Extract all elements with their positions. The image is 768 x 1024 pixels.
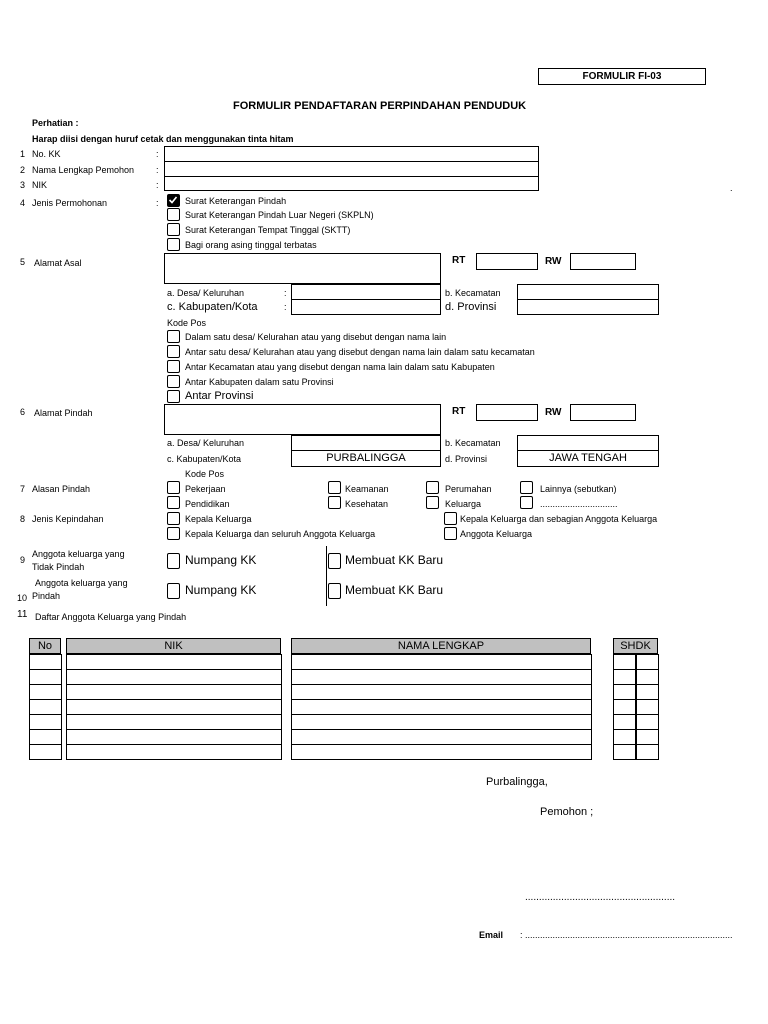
form-code: FORMULIR FI-03 <box>582 71 662 82</box>
cell-nama[interactable] <box>291 744 592 760</box>
field-1-label: No. KK <box>32 149 61 159</box>
asal-kab-colon: : <box>284 302 287 312</box>
field-10-label-1: Anggota keluarga yang <box>35 578 128 588</box>
nik-input[interactable] <box>164 176 539 191</box>
field-1-num: 1 <box>20 149 26 159</box>
field-9-label-2: Tidak Pindah <box>32 562 85 572</box>
asal-kode-pos-label: Kode Pos <box>167 318 207 328</box>
alasan-pendidikan: Pendidikan <box>185 499 230 509</box>
field-8-label: Jenis Kepindahan <box>32 514 104 524</box>
cell-no[interactable] <box>29 729 62 745</box>
asal-desa-colon: : <box>284 288 287 298</box>
pindah-kecamatan-label: b. Kecamatan <box>445 438 501 448</box>
checkbox-pindah-numpang[interactable] <box>167 583 180 599</box>
cell-shdk-b[interactable] <box>635 699 659 715</box>
checkbox-pekerjaan[interactable] <box>167 481 180 494</box>
no-kk-input[interactable] <box>164 146 539 162</box>
field-5-label: Alamat Asal <box>34 258 82 268</box>
form-code-box <box>538 68 706 85</box>
permohonan-option-4: Bagi orang asing tinggal terbatas <box>185 240 317 250</box>
signature-pemohon: Pemohon ; <box>540 806 594 818</box>
asal-desa-label: a. Desa/ Keluruhan <box>167 288 245 298</box>
asal-rt-label: RT <box>452 255 466 266</box>
checkbox-surat-pindah[interactable] <box>167 194 180 207</box>
email-label: Email <box>479 930 504 940</box>
cell-shdk-b[interactable] <box>635 669 659 685</box>
asal-provinsi-label: d. Provinsi <box>445 301 497 313</box>
asal-desa-input[interactable] <box>291 284 441 300</box>
alasan-keluarga: Keluarga <box>445 499 482 509</box>
kk-options-divider-1 <box>326 546 327 576</box>
klasifikasi-option-1: Dalam satu desa/ Kelurahan atau yang disebut dengan nama lain <box>185 332 447 342</box>
cell-shdk-b[interactable] <box>635 714 659 730</box>
tidak-pindah-numpang: Numpang KK <box>185 553 257 567</box>
field-3-num: 3 <box>20 180 26 190</box>
checkbox-klasifikasi-4[interactable] <box>167 375 180 388</box>
checkbox-kepala-keluarga[interactable] <box>167 512 180 525</box>
permohonan-option-1: Surat Keterangan Pindah <box>185 196 287 206</box>
alasan-kesehatan: Kesehatan <box>345 499 389 509</box>
nama-pemohon-input[interactable] <box>164 161 539 177</box>
cell-no[interactable] <box>29 669 62 685</box>
pindah-rt-label: RT <box>452 406 466 417</box>
alasan-perumahan: Perumahan <box>445 484 492 494</box>
kepindahan-opt-2: Kepala Keluarga dan seluruh Anggota Keluarga <box>185 529 376 539</box>
field-2-colon: : <box>156 165 159 175</box>
field-9-label-1: Anggota keluarga yang <box>32 549 125 559</box>
permohonan-option-2: Surat Keterangan Pindah Luar Negeri (SKPLN) <box>185 210 374 220</box>
field-4-colon: : <box>156 198 159 208</box>
klasifikasi-option-5: Antar Provinsi <box>185 390 254 402</box>
cell-shdk-a[interactable] <box>613 654 637 670</box>
field-2-label: Nama Lengkap Pemohon <box>32 165 135 175</box>
pindah-desa-input[interactable] <box>291 435 441 451</box>
table-header-nik: NIK <box>66 638 281 654</box>
tidak-pindah-baru: Membuat KK Baru <box>345 553 444 567</box>
kepindahan-opt-3: Kepala Keluarga dan sebagian Anggota Keluarga <box>460 514 658 524</box>
checkbox-klasifikasi-1[interactable] <box>167 330 180 343</box>
field-10-num: 10 <box>17 593 28 603</box>
cell-no[interactable] <box>29 714 62 730</box>
pindah-baru: Membuat KK Baru <box>345 583 444 597</box>
pindah-numpang: Numpang KK <box>185 583 257 597</box>
field-11-num: 11 <box>17 609 28 620</box>
field-4-num: 4 <box>20 198 26 208</box>
cell-shdk-a[interactable] <box>613 699 637 715</box>
signature-line[interactable]: ...................................................... <box>525 892 676 903</box>
checkbox-pendidikan[interactable] <box>167 496 180 509</box>
cell-nik[interactable] <box>66 699 282 715</box>
pindah-kabupaten-value[interactable]: PURBALINGGA <box>291 450 441 467</box>
pindah-kode-pos-label: Kode Pos <box>185 469 225 479</box>
check-icon <box>168 195 178 205</box>
cell-shdk-a[interactable] <box>613 744 637 760</box>
field-4-label: Jenis Permohonan <box>32 198 108 208</box>
checkbox-lainnya[interactable] <box>520 481 533 494</box>
alamat-asal-input[interactable] <box>164 253 441 284</box>
field-3-label: NIK <box>32 180 48 190</box>
field-7-num: 7 <box>20 484 26 494</box>
cell-shdk-b[interactable] <box>635 729 659 745</box>
table-header-no: No <box>29 638 61 654</box>
field-10-label-2: Pindah <box>32 591 61 601</box>
table-header-shdk: SHDK <box>613 638 658 654</box>
alasan-lainnya-dots: ............................... <box>540 499 618 509</box>
signature-place: Purbalingga, <box>486 776 548 788</box>
field-6-num: 6 <box>20 407 26 417</box>
checkbox-anggota-keluarga[interactable] <box>444 527 457 540</box>
pindah-desa-label: a. Desa/ Keluruhan <box>167 438 245 448</box>
cell-no[interactable] <box>29 699 62 715</box>
checkbox-keamanan[interactable] <box>328 481 341 494</box>
cell-nik[interactable] <box>66 669 282 685</box>
kk-options-divider-2 <box>326 576 327 606</box>
cell-nik[interactable] <box>66 684 282 700</box>
field-8-num: 8 <box>20 514 26 524</box>
cell-nama[interactable] <box>291 729 592 745</box>
checkbox-kk-sebagian[interactable] <box>444 512 457 525</box>
asal-kecamatan-label: b. Kecamatan <box>445 288 501 298</box>
checkbox-kk-seluruh[interactable] <box>167 527 180 540</box>
kepindahan-opt-4: Anggota Keluarga <box>460 529 533 539</box>
field-6-label: Alamat Pindah <box>34 408 93 418</box>
field-3-colon: : <box>156 180 159 190</box>
checkbox-pindah-baru[interactable] <box>328 583 341 599</box>
notice-heading: Perhatian : <box>32 118 79 128</box>
table-header-nama: NAMA LENGKAP <box>291 638 591 654</box>
checkbox-tidak-pindah-numpang[interactable] <box>167 553 180 569</box>
field-7-label: Alasan Pindah <box>32 484 91 494</box>
checkbox-klasifikasi-5[interactable] <box>167 390 180 403</box>
cell-no[interactable] <box>29 744 62 760</box>
klasifikasi-option-4: Antar Kabupaten dalam satu Provinsi <box>185 377 334 387</box>
alamat-pindah-input[interactable] <box>164 404 441 435</box>
klasifikasi-option-2: Antar satu desa/ Kelurahan atau yang disebut dengan nama lain dalam satu kecamatan <box>185 347 535 357</box>
pindah-provinsi-value[interactable]: JAWA TENGAH <box>517 450 659 467</box>
field-9-num: 9 <box>20 555 26 565</box>
checkbox-orang-asing[interactable] <box>167 238 180 251</box>
cell-shdk-a[interactable] <box>613 714 637 730</box>
stray-mark: . <box>730 183 733 193</box>
field-11-label: Daftar Anggota Keluarga yang Pindah <box>35 612 187 622</box>
cell-nama[interactable] <box>291 699 592 715</box>
permohonan-option-3: Surat Keterangan Tempat Tinggal (SKTT) <box>185 225 351 235</box>
checkbox-klasifikasi-3[interactable] <box>167 360 180 373</box>
pindah-rw-input[interactable] <box>570 404 636 421</box>
pindah-rw-label: RW <box>545 407 562 418</box>
asal-rt-input[interactable] <box>476 253 538 270</box>
field-2-num: 2 <box>20 165 26 175</box>
checkbox-klasifikasi-2[interactable] <box>167 345 180 358</box>
checkbox-skpln[interactable] <box>167 208 180 221</box>
cell-nama[interactable] <box>291 654 592 670</box>
cell-nik[interactable] <box>66 654 282 670</box>
asal-provinsi-input[interactable] <box>517 299 659 315</box>
klasifikasi-option-3: Antar Kecamatan atau yang disebut dengan nama lain dalam satu Kabupaten <box>185 362 495 372</box>
cell-nik[interactable] <box>66 729 282 745</box>
asal-kecamatan-input[interactable] <box>517 284 659 300</box>
checkbox-perumahan[interactable] <box>426 481 439 494</box>
checkbox-sktt[interactable] <box>167 223 180 236</box>
notice-text: Harap diisi dengan huruf cetak dan menggunakan tinta hitam <box>32 134 294 144</box>
cell-nama[interactable] <box>291 714 592 730</box>
checkbox-kesehatan[interactable] <box>328 496 341 509</box>
field-5-num: 5 <box>20 257 26 267</box>
alasan-lainnya: Lainnya (sebutkan) <box>540 484 617 494</box>
field-1-colon: : <box>156 149 159 159</box>
checkbox-tidak-pindah-baru[interactable] <box>328 553 341 569</box>
checkbox-lainnya-2[interactable] <box>520 496 533 509</box>
checkbox-keluarga[interactable] <box>426 496 439 509</box>
page-title: FORMULIR PENDAFTARAN PERPINDAHAN PENDUDUK <box>233 100 527 112</box>
cell-shdk-a[interactable] <box>613 684 637 700</box>
cell-no[interactable] <box>29 684 62 700</box>
alasan-keamanan: Keamanan <box>345 484 389 494</box>
cell-shdk-b[interactable] <box>635 684 659 700</box>
pindah-provinsi-label: d. Provinsi <box>445 454 488 464</box>
email-line[interactable]: : ................................................................................... <box>520 930 733 940</box>
cell-nik[interactable] <box>66 744 282 760</box>
asal-kabupaten-label: c. Kabupaten/Kota <box>167 301 258 313</box>
cell-no[interactable] <box>29 654 62 670</box>
cell-shdk-a[interactable] <box>613 669 637 685</box>
asal-rw-label: RW <box>545 256 562 267</box>
cell-nama[interactable] <box>291 684 592 700</box>
kepindahan-opt-1: Kepala Keluarga <box>185 514 252 524</box>
pindah-rt-input[interactable] <box>476 404 538 421</box>
cell-nik[interactable] <box>66 714 282 730</box>
cell-nama[interactable] <box>291 669 592 685</box>
cell-shdk-b[interactable] <box>635 744 659 760</box>
asal-rw-input[interactable] <box>570 253 636 270</box>
pindah-kabupaten-label: c. Kabupaten/Kota <box>167 454 242 464</box>
alasan-pekerjaan: Pekerjaan <box>185 484 226 494</box>
cell-shdk-b[interactable] <box>635 654 659 670</box>
cell-shdk-a[interactable] <box>613 729 637 745</box>
pindah-kecamatan-input[interactable] <box>517 435 659 451</box>
asal-kabupaten-input[interactable] <box>291 299 441 315</box>
